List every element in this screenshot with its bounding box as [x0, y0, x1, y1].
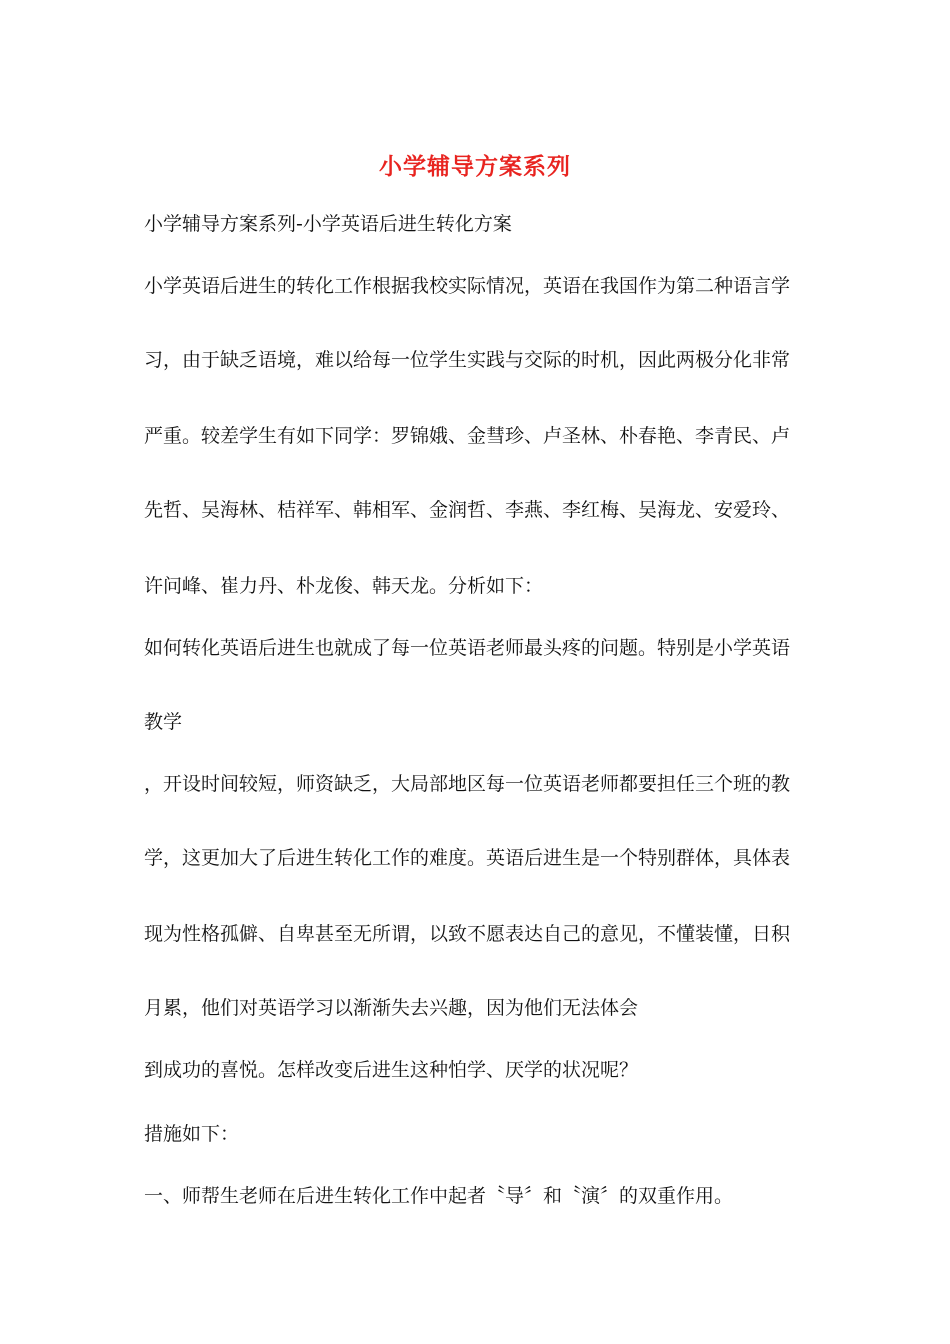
paragraph-line: 小学英语后进生的转化工作根据我校实际情况，英语在我国作为第二种语言学 [144, 275, 791, 297]
subtitle-line: 小学辅导方案系列-小学英语后进生转化方案 [144, 213, 512, 235]
paragraph-line: 教学 [144, 711, 183, 733]
paragraph-line: 到成功的喜悦。怎样改变后进生这种怕学、厌学的状况呢？ [144, 1059, 639, 1081]
paragraph-line: 如何转化英语后进生也就成了每一位英语老师最头疼的问题。特别是小学英语 [144, 637, 791, 659]
paragraph-line: 措施如下： [144, 1123, 240, 1145]
paragraph-line: 先哲、吴海林、桔祥军、韩相军、金润哲、李燕、李红梅、吴海龙、安爱玲、 [144, 499, 791, 521]
document-title: 小学辅导方案系列 [379, 153, 571, 180]
paragraph-line: 习，由于缺乏语境，难以给每一位学生实践与交际的时机，因此两极分化非常 [144, 349, 791, 371]
paragraph-line: 月累，他们对英语学习以渐渐失去兴趣，因为他们无法体会 [144, 997, 639, 1019]
paragraph-line: 学，这更加大了后进生转化工作的难度。英语后进生是一个特别群体，具体表 [144, 847, 791, 869]
paragraph-line: 严重。较差学生有如下同学：罗锦娥、金彗珍、卢圣林、朴春艳、李青民、卢 [144, 425, 791, 447]
paragraph-line: 一、师帮生老师在后进生转化工作中起者〝导〞和〝演〞的双重作用。 [144, 1185, 734, 1207]
paragraph-line: 许问峰、崔力丹、朴龙俊、韩天龙。分析如下： [144, 575, 544, 597]
paragraph-line: 现为性格孤僻、自卑甚至无所谓，以致不愿表达自己的意见，不懂装懂，日积 [144, 923, 791, 945]
paragraph-line: ，开设时间较短，师资缺乏，大局部地区每一位英语老师都要担任三个班的教 [144, 773, 791, 795]
